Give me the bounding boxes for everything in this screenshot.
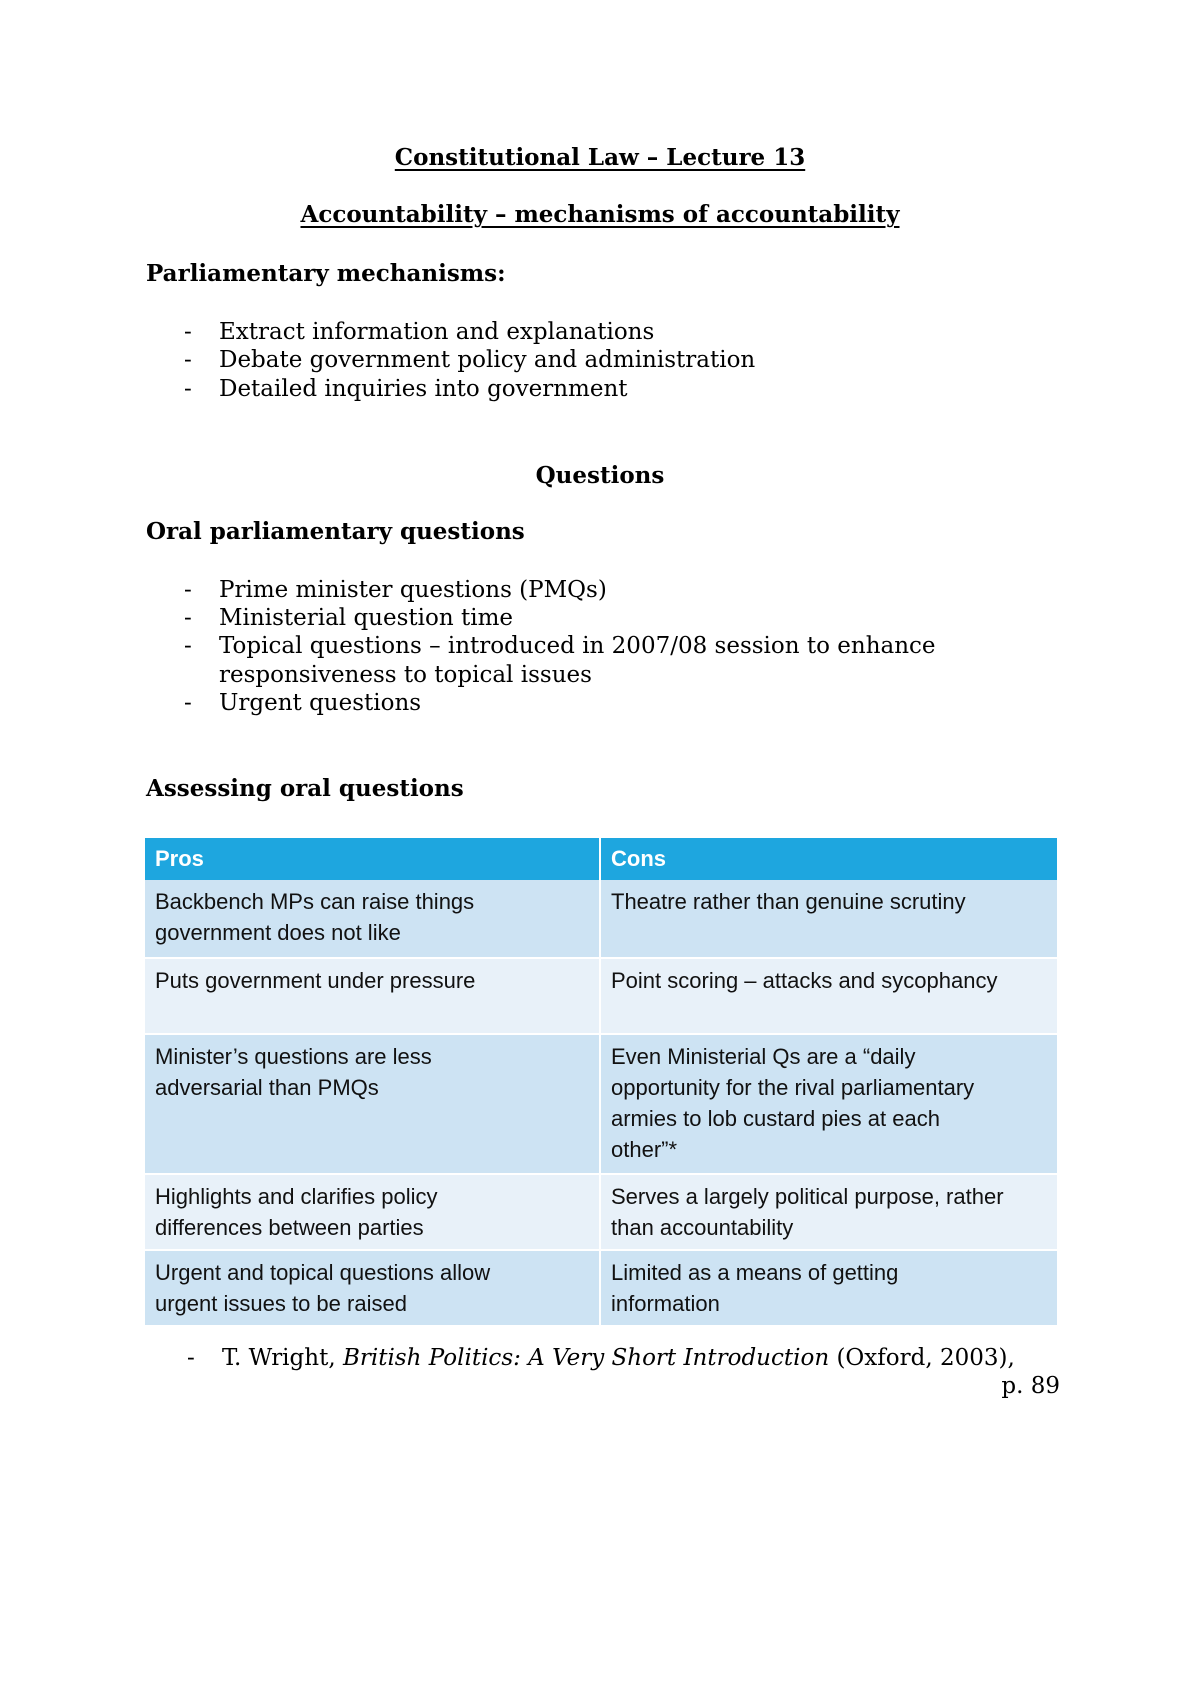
parliamentary-heading: Parliamentary mechanisms: (146, 260, 506, 287)
questions-heading: Questions (535, 462, 665, 489)
document-title: Constitutional Law – Lecture 13 (394, 144, 806, 171)
table-row (145, 1035, 1057, 1173)
document-subtitle: Accountability – mechanisms of accountability (300, 201, 900, 228)
list-item: Prime minister questions (PMQs) (219, 577, 607, 603)
column-divider (599, 1035, 601, 1173)
table-row (145, 1251, 1057, 1325)
list-item: Debate government policy and administration (219, 347, 756, 373)
list-item: Extract information and explanations (219, 319, 655, 345)
column-divider (599, 959, 601, 1033)
bullet-dash: - (184, 633, 192, 659)
bullet-dash: - (184, 605, 192, 631)
column-divider (599, 838, 601, 880)
cons-cell: Serves a largely political purpose, rather than accountability (611, 1184, 1004, 1240)
list-item: Urgent questions (219, 690, 422, 716)
pros-cons-table (145, 838, 1057, 1324)
cons-cell: Point scoring – attacks and sycophancy (611, 968, 998, 993)
table-header (145, 838, 1057, 880)
bullet-dash: - (184, 690, 192, 716)
bullet-dash: - (187, 1345, 195, 1371)
citation-publisher: (Oxford, 2003), (829, 1345, 1015, 1371)
assessing-heading: Assessing oral questions (146, 775, 464, 802)
table-row (145, 1175, 1057, 1249)
pros-cell: Puts government under pressure (155, 968, 476, 993)
list-item: Detailed inquiries into government (219, 376, 628, 402)
pros-cell: Highlights and clarifies policy differences between parties (155, 1184, 438, 1240)
citation-author: T. Wright, (222, 1345, 343, 1371)
citation-page: p. 89 (1001, 1373, 1060, 1399)
bullet-dash: - (184, 347, 192, 373)
cons-cell: Even Ministerial Qs are a “daily opportunity for the rival parliamentary armies to lob custard pies at each other”* (611, 1044, 975, 1162)
list-item-continuation: responsiveness to topical issues (219, 662, 592, 688)
citation-book: British Politics: A Very Short Introduction (342, 1345, 830, 1371)
column-divider (599, 1175, 601, 1249)
column-divider (599, 880, 601, 957)
list-item: Ministerial question time (219, 605, 514, 631)
cons-cell: Limited as a means of getting information (611, 1260, 899, 1316)
table-row (145, 959, 1057, 1033)
table-header-cons: Cons (611, 846, 666, 871)
list-item: Topical questions – introduced in 2007/08 session to enhance (219, 633, 936, 659)
table-header-pros: Pros (155, 846, 204, 871)
citation-line (222, 1344, 1015, 1372)
pros-cell: Urgent and topical questions allow urgent issues to be raised (155, 1260, 491, 1316)
oral-heading: Oral parliamentary questions (146, 518, 525, 545)
bullet-dash: - (184, 319, 192, 345)
column-divider (599, 1251, 601, 1325)
table-row (145, 880, 1057, 957)
bullet-dash: - (184, 376, 192, 402)
pros-cell: Backbench MPs can raise things government does not like (155, 889, 475, 945)
bullet-dash: - (184, 577, 192, 603)
pros-cell: Minister’s questions are less adversarial than PMQs (155, 1044, 432, 1100)
cons-cell: Theatre rather than genuine scrutiny (611, 889, 966, 914)
